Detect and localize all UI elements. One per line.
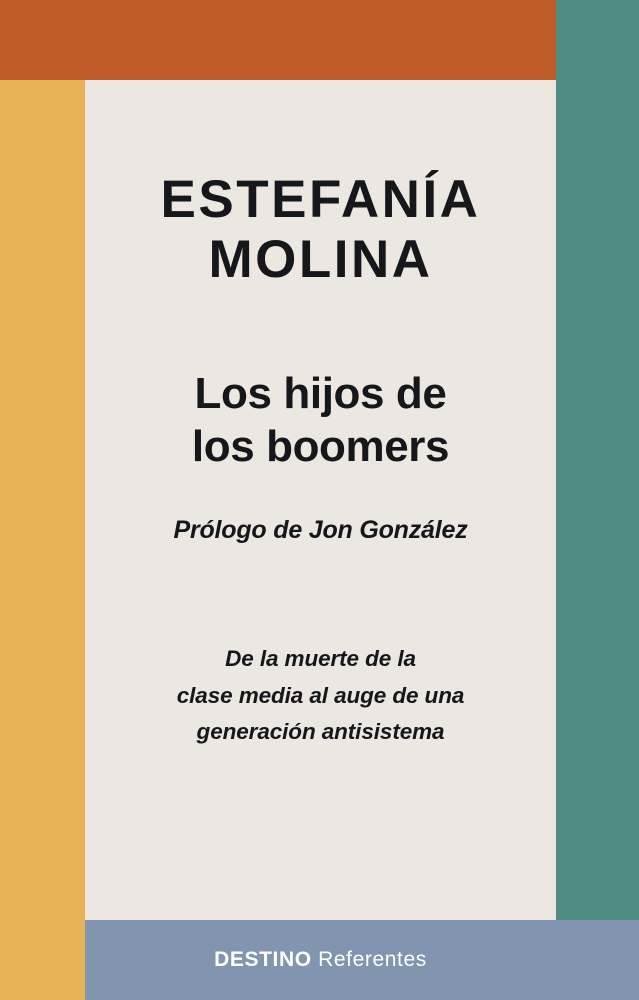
book-subtitle	[119, 641, 522, 750]
book-title-line-1: Los hijos de	[194, 368, 447, 418]
prologue-credit: Prólogo de Jon González	[173, 516, 468, 545]
book-subtitle-line-1: De la muerte de la	[225, 646, 416, 672]
publisher-name: DESTINO	[214, 948, 312, 971]
book-title-line-2: los boomers	[191, 422, 450, 472]
cover-content	[85, 80, 556, 920]
book-subtitle-line-3: generación antisistema	[196, 719, 445, 745]
author-name-line-1: ESTEFANÍA	[160, 170, 481, 229]
book-subtitle-line-2: clase media al auge de una	[176, 682, 465, 708]
publisher-line	[214, 948, 427, 972]
right-teal-band	[556, 0, 639, 1000]
left-yellow-band	[0, 0, 85, 1000]
author-name-line-2: MOLINA	[208, 230, 433, 290]
book-title	[119, 367, 522, 474]
top-orange-band	[0, 0, 556, 80]
author-name	[119, 170, 522, 291]
publisher-imprint: Referentes	[318, 948, 427, 971]
publisher-footer	[85, 920, 639, 1000]
